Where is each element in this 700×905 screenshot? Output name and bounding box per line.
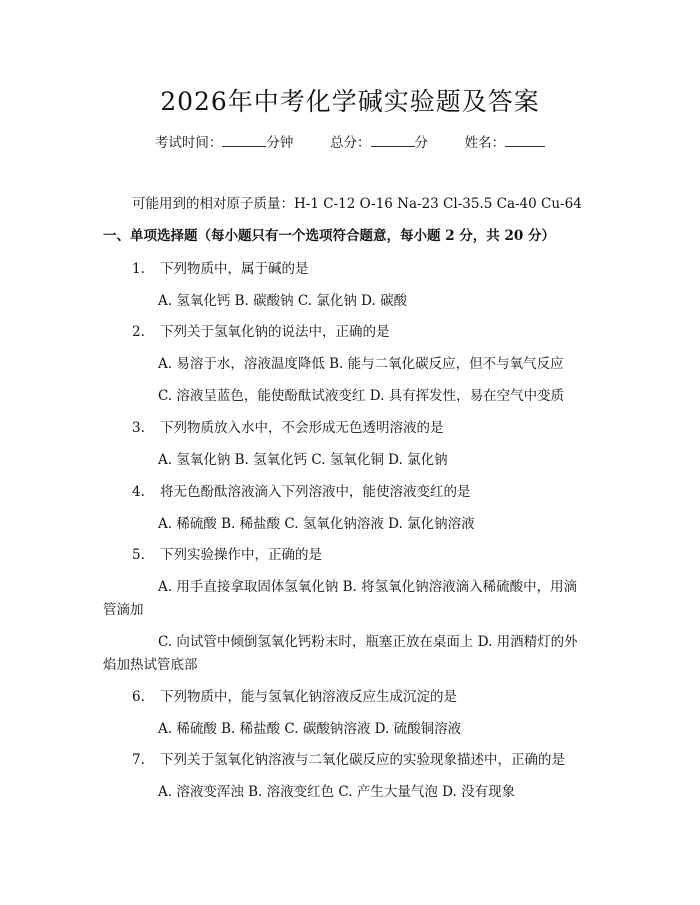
name-label: 姓名： (464, 135, 506, 151)
question-stem: 将无色酚酞溶液滴入下列溶液中，能使溶液变红的是 (160, 484, 471, 500)
question-stem: 下列关于氢氧化钠的说法中，正确的是 (160, 324, 390, 340)
time-unit: 分钟 (266, 135, 294, 151)
question-stem: 下列实验操作中，正确的是 (160, 547, 322, 563)
question-2-options-line1: A. 易溶于水，溶液温度降低 B. 能与二氧化碳反应，但不与氧气反应 (158, 356, 564, 372)
question-6-options: A. 稀硫酸 B. 稀盐酸 C. 碳酸钠溶液 D. 硫酸铜溶液 (158, 721, 462, 737)
question-number: 3. (132, 420, 145, 436)
question-1 (132, 257, 309, 277)
question-stem: 下列物质放入水中，不会形成无色透明溶液的是 (160, 420, 444, 436)
question-6 (132, 685, 457, 705)
question-3 (132, 416, 444, 436)
question-stem: 下列物质中，属于碱的是 (160, 261, 309, 277)
question-number: 4. (132, 484, 145, 500)
atomic-mass-note: 可能用到的相对原子质量：H-1 C-12 O-16 Na-23 Cl-35.5 Ca-40 Cu-64 (132, 196, 582, 212)
time-blank (222, 134, 266, 147)
question-5 (132, 543, 322, 563)
question-5-options-line1: A. 用手直接拿取固体氢氧化钠 B. 将氢氧化钠溶液滴入稀硫酸中，用滴 (158, 579, 578, 595)
question-3-options: A. 氢氧化钠 B. 氢氧化钙 C. 氢氧化铜 D. 氯化钠 (158, 452, 448, 468)
question-number: 1. (132, 261, 145, 277)
question-number: 6. (132, 689, 145, 705)
question-4 (132, 480, 471, 500)
question-5-options-line2: C. 向试管中倾倒氢氧化钙粉末时，瓶塞正放在桌面上 D. 用酒精灯的外 (158, 634, 578, 650)
page-title: 2026年中考化学碱实验题及答案 (160, 87, 540, 116)
score-unit: 分 (414, 135, 428, 151)
exam-info-line (0, 131, 700, 151)
question-number: 7. (132, 752, 145, 768)
question-7-options: A. 溶液变浑浊 B. 溶液变红色 C. 产生大量气泡 D. 没有现象 (158, 784, 516, 800)
question-2-options-line2: C. 溶液呈蓝色，能使酚酞试液变红 D. 具有挥发性，易在空气中变质 (158, 388, 565, 404)
name-blank (505, 134, 545, 147)
question-number: 5. (132, 547, 145, 563)
score-blank (371, 134, 415, 147)
question-5-options-line1-cont: 管滴加 (103, 602, 144, 618)
section-heading: 一、单项选择题（每小题只有一个选项符合题意，每小题 2 分，共 20 分） (103, 228, 555, 244)
question-1-options: A. 氢氧化钙 B. 碳酸钠 C. 氯化钠 D. 碳酸 (158, 293, 408, 309)
question-stem: 下列物质中，能与氢氧化钠溶液反应生成沉淀的是 (160, 689, 457, 705)
question-4-options: A. 稀硫酸 B. 稀盐酸 C. 氢氧化钠溶液 D. 氯化钠溶液 (158, 516, 475, 532)
question-stem: 下列关于氢氧化钠溶液与二氧化碳反应的实验现象描述中，正确的是 (160, 752, 565, 768)
score-label: 总分： (330, 135, 371, 151)
question-2 (132, 320, 390, 340)
question-number: 2. (132, 324, 145, 340)
question-7 (132, 748, 565, 768)
time-label: 考试时间： (154, 135, 223, 151)
question-5-options-line2-cont: 焰加热试管底部 (103, 657, 198, 673)
